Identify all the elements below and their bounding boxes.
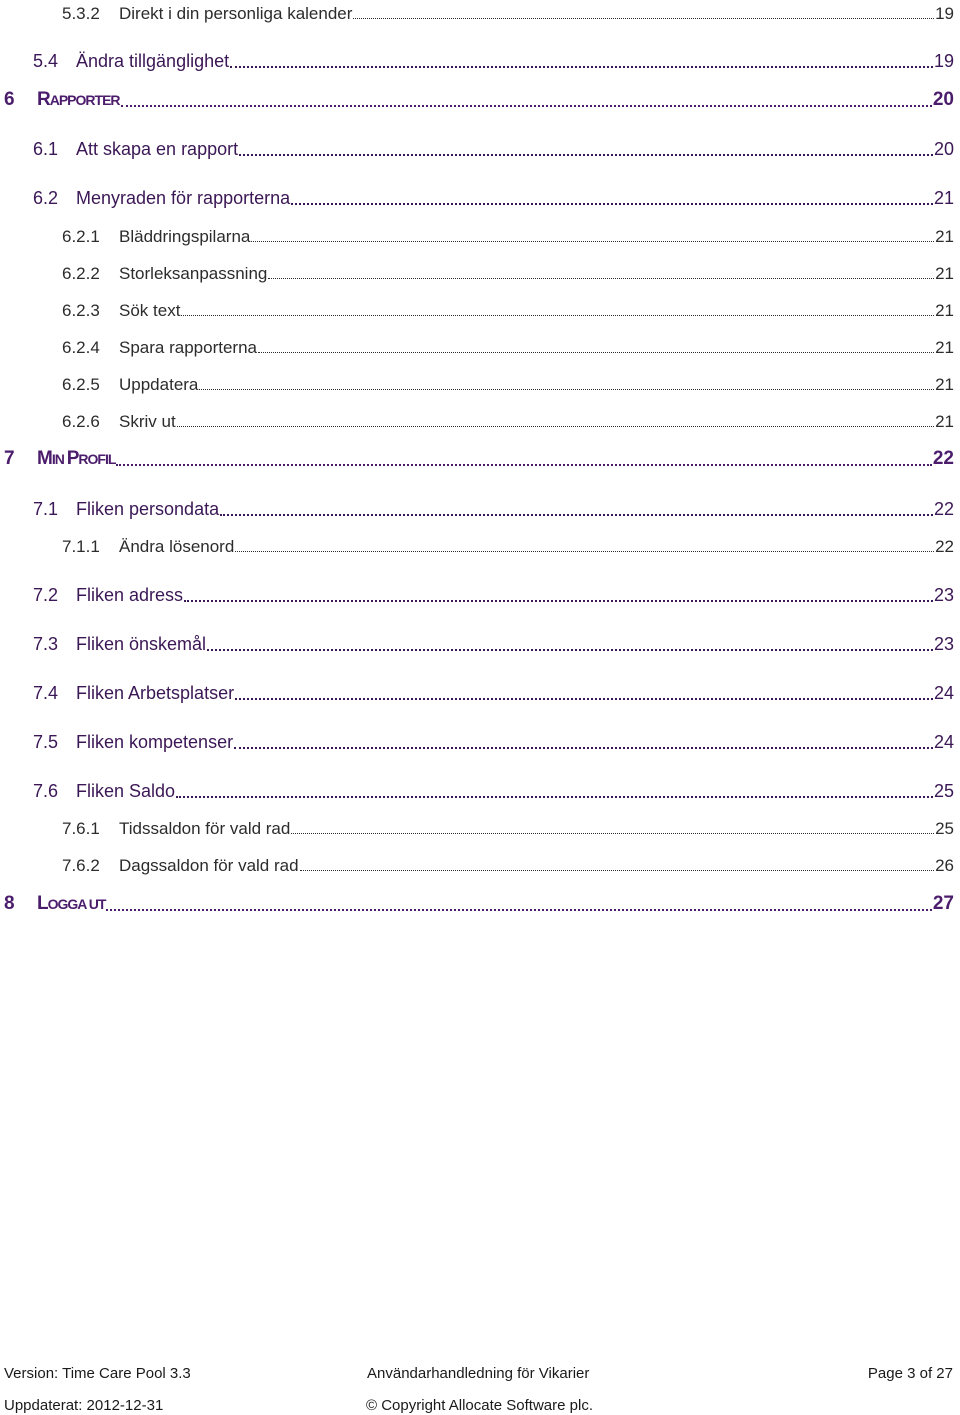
toc-entry[interactable]	[0, 815, 954, 839]
toc-entry[interactable]	[0, 582, 954, 606]
toc-page-number: 27	[932, 893, 954, 914]
dot-leader	[258, 346, 934, 353]
toc-entry[interactable]	[0, 223, 954, 247]
toc-title: Tidssaldon för vald rad	[119, 819, 291, 838]
toc-entry[interactable]	[0, 631, 954, 655]
toc-number: 7.6.1	[62, 819, 100, 838]
toc-page-number: 20	[933, 139, 954, 159]
dot-leader	[353, 12, 934, 19]
toc-entry[interactable]	[0, 852, 954, 876]
toc-page-number: 24	[933, 732, 954, 752]
toc-entry[interactable]	[0, 48, 954, 72]
toc-entry[interactable]	[0, 87, 954, 111]
toc-page-number: 21	[935, 375, 954, 394]
toc-page-number: 21	[933, 188, 954, 208]
toc-entry[interactable]	[0, 260, 954, 284]
dot-leader	[239, 148, 933, 156]
toc-page-number: 25	[933, 781, 954, 801]
dot-leader	[199, 383, 934, 390]
toc-entry[interactable]	[0, 533, 954, 557]
toc-title: Fliken adress	[76, 585, 184, 605]
dot-leader	[268, 272, 934, 279]
dot-leader	[234, 741, 933, 749]
dot-leader	[230, 60, 933, 68]
footer-version: Version: Time Care Pool 3.3	[4, 1365, 191, 1382]
toc-page-number: 22	[932, 448, 954, 469]
dot-leader	[300, 864, 935, 871]
toc-number: 6.2.4	[62, 338, 100, 357]
footer-updated-date: Uppdaterat: 2012-12-31	[4, 1397, 164, 1414]
toc-number: 7.1	[33, 499, 59, 519]
toc-title: Storleksanpassning	[119, 264, 268, 283]
toc-number: 7.3	[33, 634, 59, 654]
toc-entry[interactable]	[0, 0, 954, 24]
toc-page-number: 21	[935, 301, 954, 320]
toc-title: Fliken Saldo	[76, 781, 176, 801]
toc-title: Fliken persondata	[76, 499, 220, 519]
toc-title: Direkt i din personliga kalender	[119, 4, 353, 23]
toc-title: Fliken kompetenser	[76, 732, 234, 752]
toc-title: RAPPORTER	[37, 89, 120, 110]
toc-title: LOGGA UT	[37, 893, 106, 914]
toc-number: 6.2.2	[62, 264, 100, 283]
toc-page-number: 26	[935, 856, 954, 875]
dot-leader	[207, 643, 933, 651]
toc-number: 7.6.2	[62, 856, 100, 875]
dot-leader	[121, 99, 932, 107]
toc-entry[interactable]	[0, 371, 954, 395]
toc-number: 6.2.5	[62, 375, 100, 394]
toc-page-number: 23	[933, 585, 954, 605]
toc-number: 6	[4, 89, 15, 110]
toc-page-number: 23	[933, 634, 954, 654]
dot-leader	[176, 790, 933, 798]
toc-page-number: 19	[935, 4, 954, 23]
dot-leader	[291, 197, 933, 205]
toc-page-number: 21	[935, 412, 954, 431]
toc-number: 6.1	[33, 139, 59, 159]
toc-title: Dagssaldon för vald rad	[119, 856, 299, 875]
toc-number: 7	[4, 448, 15, 469]
toc-number: 7.6	[33, 781, 59, 801]
footer-document-title: Användarhandledning för Vikarier	[367, 1365, 590, 1382]
toc-page-number: 20	[932, 89, 954, 110]
toc-number: 7.2	[33, 585, 59, 605]
toc-title: MIN PROFIL	[37, 448, 116, 469]
toc-title: Fliken önskemål	[76, 634, 207, 654]
toc-title: Uppdatera	[119, 375, 199, 394]
dot-leader	[251, 235, 934, 242]
dot-leader	[235, 692, 933, 700]
toc-entry[interactable]	[0, 680, 954, 704]
toc-number: 8	[4, 893, 15, 914]
toc-title: Att skapa en rapport	[76, 139, 239, 159]
toc-page-number: 25	[935, 819, 954, 838]
toc-number: 5.3.2	[62, 4, 100, 23]
footer-copyright: © Copyright Allocate Software plc.	[366, 1397, 593, 1414]
toc-title: Bläddringspilarna	[119, 227, 251, 246]
toc-title: Fliken Arbetsplatser	[76, 683, 235, 703]
toc-title: Ändra lösenord	[119, 537, 235, 556]
toc-entry[interactable]	[0, 891, 954, 915]
dot-leader	[291, 827, 934, 834]
toc-entry[interactable]	[0, 334, 954, 358]
toc-page-number: 19	[933, 51, 954, 71]
toc-page-number: 22	[935, 537, 954, 556]
toc-number: 6.2	[33, 188, 59, 208]
toc-number: 6.2.6	[62, 412, 100, 431]
toc-number: 5.4	[33, 51, 59, 71]
toc-title: Spara rapporterna	[119, 338, 257, 357]
toc-number: 6.2.3	[62, 301, 100, 320]
toc-entry[interactable]	[0, 446, 954, 470]
toc-title: Menyraden för rapporterna	[76, 188, 291, 208]
toc-number: 7.1.1	[62, 537, 100, 556]
footer-page-label: Page 3 of 27	[867, 1365, 953, 1382]
toc-page-number: 21	[935, 227, 954, 246]
toc-entry[interactable]	[0, 136, 954, 160]
toc-page-number: 22	[933, 499, 954, 519]
toc-title: Skriv ut	[119, 412, 176, 431]
toc-entry[interactable]	[0, 778, 954, 802]
toc-entry[interactable]	[0, 185, 954, 209]
toc-entry[interactable]	[0, 408, 954, 432]
dot-leader	[106, 903, 931, 911]
dot-leader	[181, 309, 934, 316]
toc-title: Sök text	[119, 301, 181, 320]
dot-leader	[116, 458, 931, 466]
toc-page-number: 21	[935, 264, 954, 283]
toc-number: 7.4	[33, 683, 59, 703]
toc-page-number: 21	[935, 338, 954, 357]
toc-number: 6.2.1	[62, 227, 100, 246]
dot-leader	[235, 545, 934, 552]
toc-entry[interactable]	[0, 297, 954, 321]
dot-leader	[177, 420, 934, 427]
dot-leader	[220, 508, 933, 516]
dot-leader	[184, 594, 933, 602]
toc-entry[interactable]	[0, 729, 954, 753]
toc-title: Ändra tillgänglighet	[76, 51, 230, 71]
toc-number: 7.5	[33, 732, 59, 752]
toc-entry[interactable]	[0, 496, 954, 520]
toc-page-number: 24	[933, 683, 954, 703]
